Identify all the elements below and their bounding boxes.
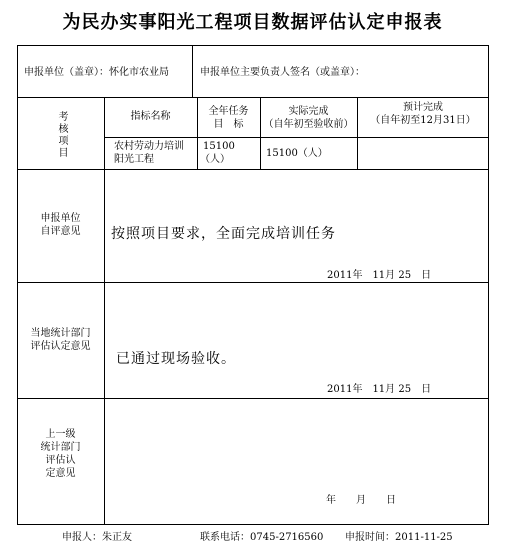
report-date-value: 2011-11-25 (395, 532, 453, 543)
upper-eval-label-line3: 评估认 (45, 455, 76, 466)
row-divider-self-eval (17, 282, 489, 283)
col-actual-header-line1: 实际完成 (288, 106, 329, 117)
applicant-unit-value: 怀化市农业局 (109, 67, 169, 78)
indicator-value-line1: 农村劳动力培训 (114, 141, 184, 152)
upper-eval-label-line1: 上一级 (45, 429, 76, 440)
reporter-label: 申报人： (62, 532, 102, 543)
assessment-row-label: 考核项目 (56, 111, 67, 159)
col-expected-header-line2: （自年初至12月31日） (370, 115, 476, 126)
applicant-unit (24, 66, 169, 79)
local-eval-label-line1: 当地统计部门 (30, 328, 91, 339)
self-eval-date: 2011年 11月 25 日 (327, 270, 432, 281)
row-divider-assessment (17, 169, 489, 170)
form-title: 为民办实事阳光工程项目数据评估认定申报表 (62, 12, 443, 33)
local-eval-opinion: 已通过现场验收。 (116, 351, 236, 367)
self-eval-label-line1: 申报单位 (40, 213, 81, 224)
col-target-header-line1: 全年任务 (208, 106, 249, 117)
upper-eval-label-line2: 统计部门 (40, 442, 81, 453)
local-eval-date: 2011年 11月 25 日 (327, 384, 432, 395)
col-divider-header (192, 45, 193, 97)
self-eval-opinion: 按照项目要求，全面完成培训任务 (111, 226, 336, 242)
target-value-line2: （人） (200, 154, 230, 165)
indicator-value-line2: 阳光工程 (114, 154, 154, 165)
reporter (62, 528, 132, 543)
target-value-line1: 15100 (203, 141, 235, 152)
leader-sign-label: 申报单位主要负责人签名（或盖章）： (200, 67, 365, 78)
applicant-unit-label: 申报单位（盖章）： (24, 67, 109, 78)
phone-value: 0745-2716560 (250, 532, 324, 543)
row-divider-header (17, 97, 489, 98)
self-eval-label-line2: 自评意见 (40, 226, 81, 237)
local-eval-label-line2: 评估认定意见 (30, 341, 91, 352)
row-divider-local-eval (17, 398, 489, 399)
col-expected-header-line1: 预计完成 (403, 102, 443, 113)
reporter-value: 朱正友 (102, 532, 132, 543)
contact-phone (200, 528, 323, 543)
row-divider-assessment-head (104, 137, 489, 138)
report-date-label: 申报时间： (345, 532, 395, 543)
col-divider-label (104, 97, 105, 525)
phone-label: 联系电话： (200, 532, 250, 543)
actual-value: 15100（人） (266, 148, 328, 159)
report-date (345, 528, 453, 543)
col-indicator-header: 指标名称 (130, 111, 171, 122)
col-target-header-line2: 目 标 (213, 119, 244, 130)
upper-eval-date: 年 月 日 (326, 495, 396, 506)
upper-eval-label-line4: 定意见 (45, 468, 76, 479)
col-actual-header-line2: （自年初至验收前） (263, 119, 354, 130)
